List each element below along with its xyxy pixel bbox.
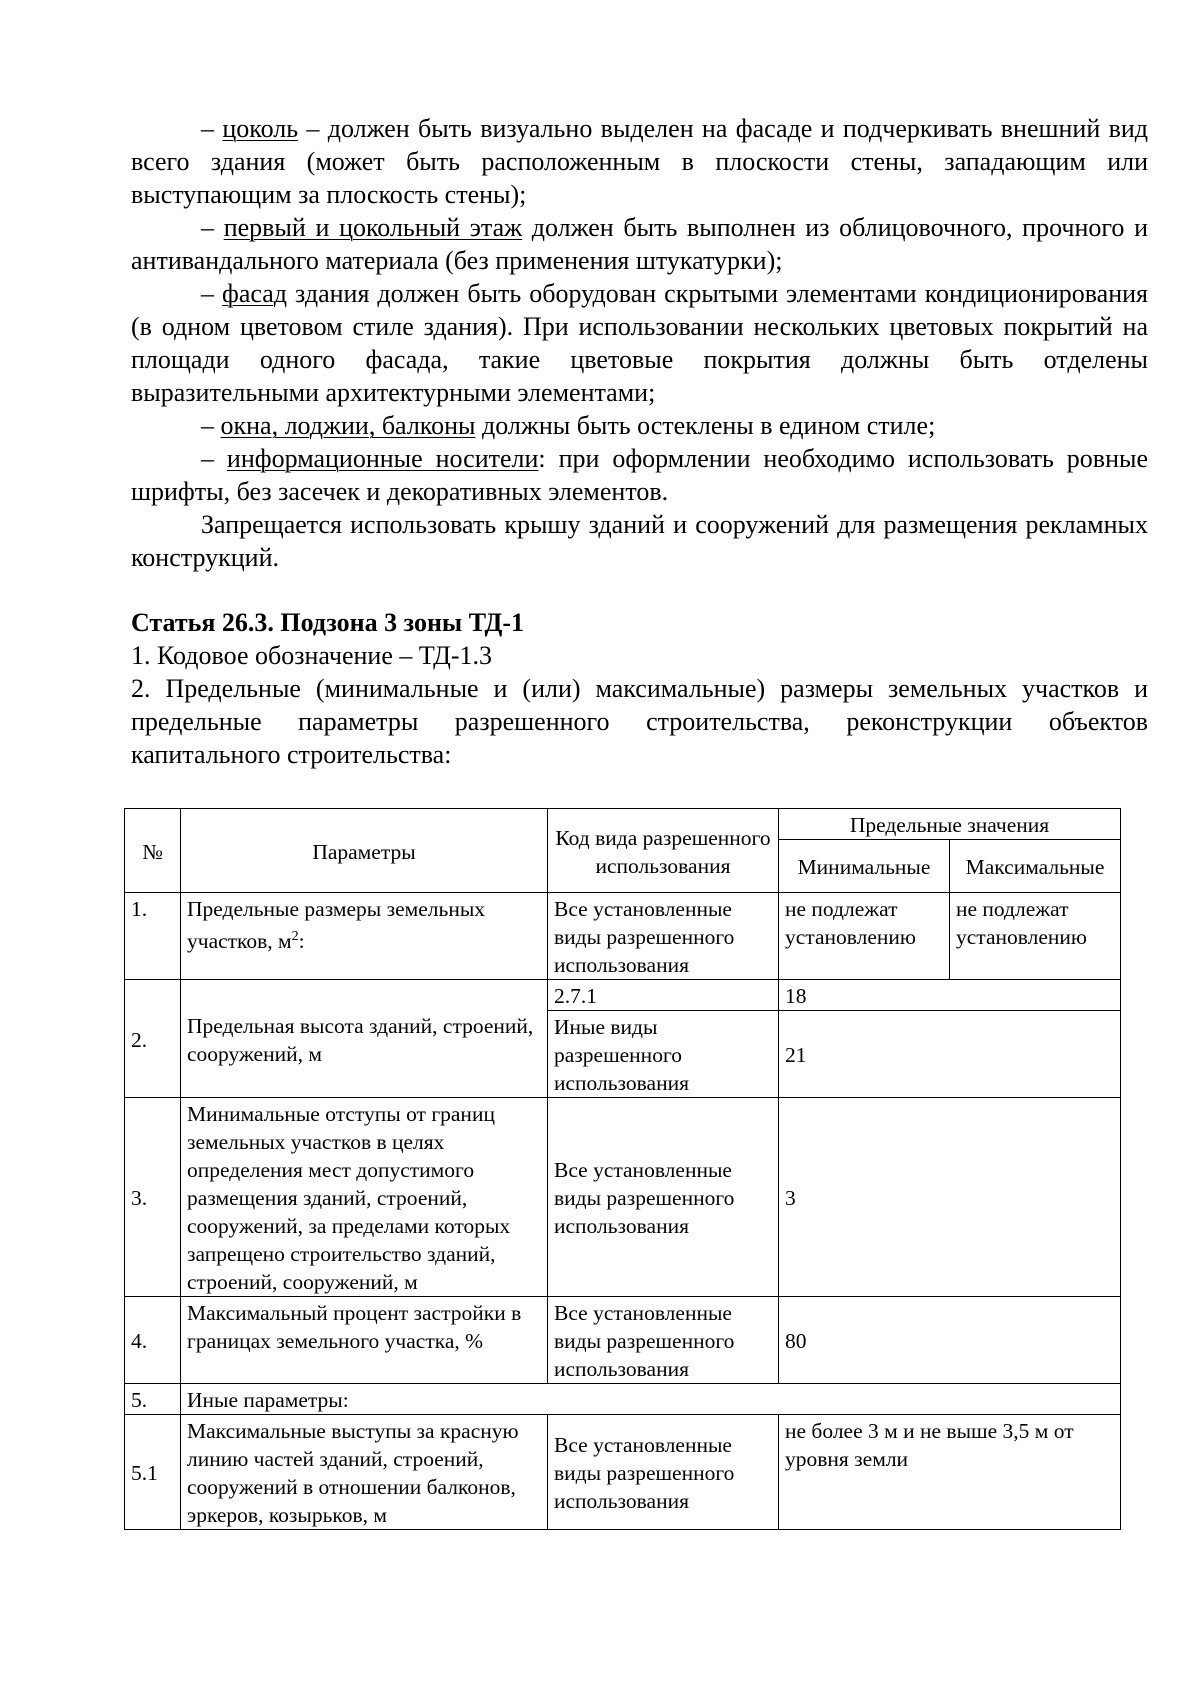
header-limit-values: Предельные значения <box>779 809 1121 840</box>
row-value: 3 <box>779 1098 1121 1297</box>
term-plinth: цоколь <box>222 114 299 143</box>
paragraph-windows: – окна, лоджии, балконы должны быть остеклены в едином стиле; <box>201 411 936 440</box>
article-item-2: 2. Предельные (минимальные и (или) максимальные) размеры земельных участков и предельные параметры разрешенного строительства, реконструкции объектов капитального строительства: <box>131 674 1148 769</box>
term-facade: фасад <box>222 279 288 308</box>
row-value: 18 <box>779 980 1121 1011</box>
table-header-row <box>125 809 1121 840</box>
row-usage-code: Все установленные виды разрешенного использования <box>548 1098 779 1297</box>
table-row <box>125 1384 1121 1415</box>
row-usage-code: Все установленные виды разрешенного использования <box>548 893 779 980</box>
row-parameter: Предельная высота зданий, строений, сооружений, м <box>181 980 548 1098</box>
table-row <box>125 893 1121 980</box>
row-value: 21 <box>779 1011 1121 1098</box>
row-min-value: не подлежат установлению <box>779 893 950 980</box>
row-parameter: Иные параметры: <box>181 1384 1121 1415</box>
row-number: 5.1 <box>125 1415 181 1530</box>
row-usage-code: Иные виды разрешенного использования <box>548 1011 779 1098</box>
document-page <box>131 112 1148 771</box>
term-ground-floor: первый и цокольный этаж <box>223 213 523 242</box>
row-usage-code: Все установленные виды разрешенного использования <box>548 1297 779 1384</box>
row-number: 1. <box>125 893 181 980</box>
parameters-table <box>124 808 1121 1530</box>
row-max-value: не подлежат установлению <box>950 893 1121 980</box>
row-usage-code: 2.7.1 <box>548 980 779 1011</box>
term-info-carriers: информационные носители <box>226 444 539 473</box>
table-row <box>125 980 1121 1011</box>
paragraph-ground-floor: – первый и цокольный этаж должен быть выполнен из облицовочного, прочного и антивандального материала (без применения штукатурки); <box>131 213 1148 275</box>
row-number: 5. <box>125 1384 181 1415</box>
paragraph-facade: – фасад здания должен быть оборудован скрытыми элементами кондиционирования (в одном цветовом стиле здания). При использовании нескольких цветовых покрытий на площади одного фасада, такие цветовые покрытия должны быть отделены выразительными архитектурными элементами; <box>131 279 1148 407</box>
row-usage-code: Все установленные виды разрешенного использования <box>548 1415 779 1530</box>
table-row <box>125 1415 1121 1530</box>
row-parameter: Максимальные выступы за красную линию частей зданий, строений, сооружений в отношении балконов, эркеров, козырьков, м <box>181 1415 548 1530</box>
row-value: не более 3 м и не выше 3,5 м от уровня земли <box>779 1415 1121 1530</box>
row-number: 3. <box>125 1098 181 1297</box>
paragraph-info-carriers: – информационные носители: при оформлении необходимо использовать ровные шрифты, без засечек и декоративных элементов. <box>131 444 1148 506</box>
header-maximum: Максимальные <box>950 840 1121 893</box>
term-windows: окна, лоджии, балконы <box>220 411 476 440</box>
table-row <box>125 1297 1121 1384</box>
row-parameter: Максимальный процент застройки в границах земельного участка, % <box>181 1297 548 1384</box>
row-parameter: Минимальные отступы от границ земельных участков в целях определения мест допустимого размещения зданий, строений, сооружений, за пределами которых запрещено строительство зданий, строений, сооружений, м <box>181 1098 548 1297</box>
paragraph-roof-ban: Запрещается использовать крышу зданий и сооружений для размещения рекламных конструкций. <box>131 510 1148 572</box>
article-item-1: 1. Кодовое обозначение – ТД-1.3 <box>131 641 493 670</box>
row-number: 2. <box>125 980 181 1098</box>
paragraph-plinth: – цоколь – должен быть визуально выделен на фасаде и подчеркивать внешний вид всего здания (может быть расположенным в плоскости стены, западающим или выступающим за плоскость стены); <box>131 114 1149 209</box>
header-usage-code: Код вида разрешенного использования <box>548 809 779 893</box>
header-minimum: Минимальные <box>779 840 950 893</box>
row-value: 80 <box>779 1297 1121 1384</box>
row-parameter: Предельные размеры земельных участков, $м^2$: <box>181 893 548 980</box>
table-row <box>125 1098 1121 1297</box>
spacer <box>131 574 1148 606</box>
article-heading: Статья 26.3. Подзона 3 зоны ТД-1 <box>131 608 524 637</box>
header-parameters: Параметры <box>181 809 548 893</box>
header-number: № <box>125 809 181 893</box>
row-number: 4. <box>125 1297 181 1384</box>
